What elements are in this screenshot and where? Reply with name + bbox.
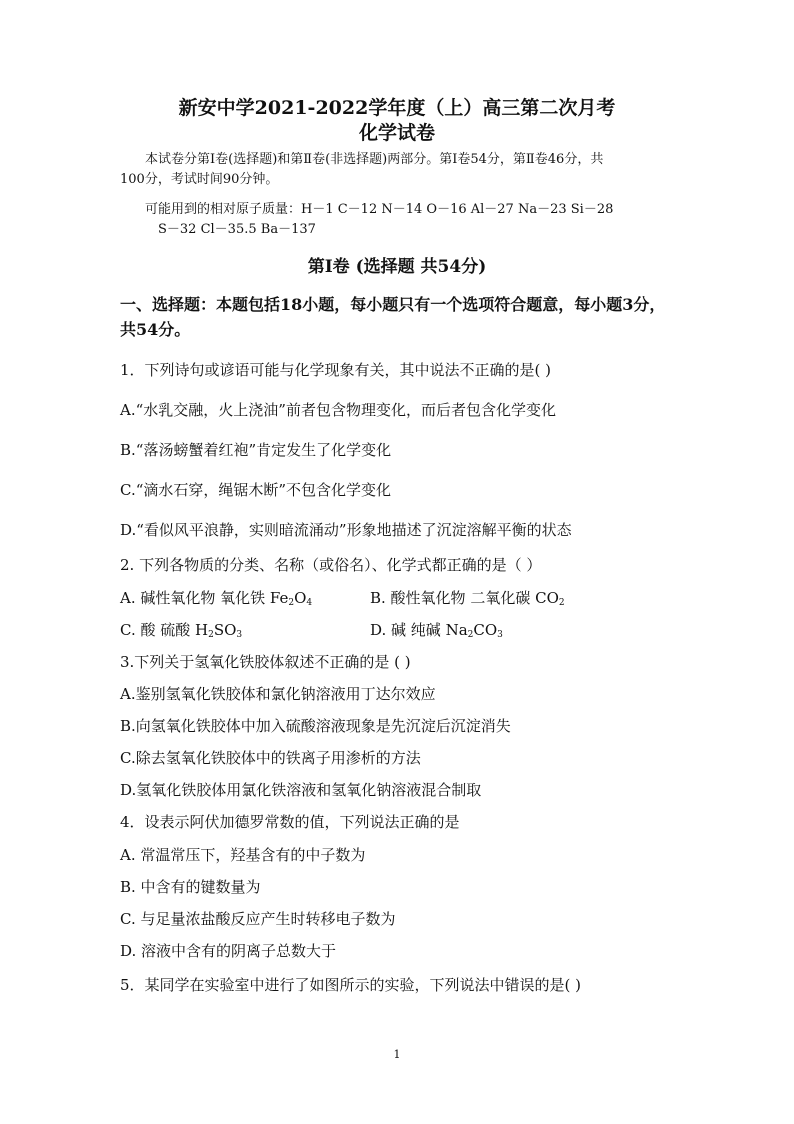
section-instruction-line-2: 共54分。 [120, 320, 191, 339]
q4-option-b: B. 中含有的键数量为 [120, 878, 261, 896]
q4-stem: 4．设表示阿伏加德罗常数的值，下列说法正确的是 [120, 813, 460, 831]
q3-option-c: C.除去氢氧化铁胶体中的铁离子用渗析的方法 [120, 749, 421, 767]
q5-stem: 5．某同学在实验室中进行了如图所示的实验，下列说法中错误的是( ) [120, 976, 582, 994]
q2-option-b: B. 酸性氧化物 二氧化碳 $CO_2$ [370, 589, 565, 608]
atomic-masses-line-1: 可能用到的相对原子质量：H－1 C－12 N－14 O－16 Al－27 Na－23 Si－28 [145, 202, 614, 217]
exam-subtitle: 化学试卷 [358, 122, 435, 144]
q4-option-a: A. 常温常压下，羟基含有的中子数为 [120, 846, 366, 864]
section-instruction-line-1: 一、选择题：本题包括18小题，每小题只有一个选项符合题意，每小题3分， [120, 295, 666, 314]
page-number: 1 [393, 1048, 401, 1061]
q2-option-c: C. 酸 硫酸 $H_2SO_3$ [120, 621, 243, 640]
q3-option-a: A.鉴别氢氧化铁胶体和氯化钠溶液用丁达尔效应 [120, 685, 436, 703]
section-heading: 第Ⅰ卷 (选择题 共54分) [307, 257, 487, 277]
q1-stem: 1．下列诗句或谚语可能与化学现象有关，其中说法不正确的是( ) [120, 361, 552, 379]
intro-line-2: 100分，考试时间90分钟。 [120, 172, 279, 187]
q2-stem: 2. 下列各物质的分类、名称（或俗名）、化学式都正确的是（ ） [120, 556, 542, 574]
q4-option-c: C. 与足量浓盐酸反应产生时转移电子数为 [120, 910, 396, 928]
exam-title: 新安中学2021-2022学年度（上）高三第二次月考 [178, 97, 616, 119]
q3-option-b: B.向氢氧化铁胶体中加入硫酸溶液现象是先沉淀后沉淀消失 [120, 717, 511, 735]
q1-option-d: D.“看似风平浪静，实则暗流涌动”形象地描述了沉淀溶解平衡的状态 [120, 521, 572, 539]
q1-option-b: B.“落汤螃蟹着红袍”肯定发生了化学变化 [120, 441, 392, 459]
q3-stem: 3.下列关于氢氧化铁胶体叙述不正确的是 ( ) [120, 653, 411, 671]
intro-line-1: 本试卷分第Ⅰ卷(选择题)和第Ⅱ卷(非选择题)两部分。第Ⅰ卷54分，第Ⅱ卷46分，共 [145, 152, 604, 167]
q2-option-d: D. 碱 纯碱 $Na_2CO_3$ [370, 621, 503, 640]
q2-option-a: A. 碱性氧化物 氧化铁 $Fe_2O_4$ [120, 589, 313, 608]
atomic-masses-line-2: S－32 Cl－35.5 Ba－137 [158, 222, 316, 237]
q3-option-d: D.氢氧化铁胶体用氯化铁溶液和氢氧化钠溶液混合制取 [120, 781, 482, 799]
q4-option-d: D. 溶液中含有的阴离子总数大于 [120, 942, 337, 960]
q1-option-c: C.“滴水石穿，绳锯木断”不包含化学变化 [120, 481, 392, 499]
q1-option-a: A.“水乳交融，火上浇油”前者包含物理变化，而后者包含化学变化 [120, 401, 556, 419]
